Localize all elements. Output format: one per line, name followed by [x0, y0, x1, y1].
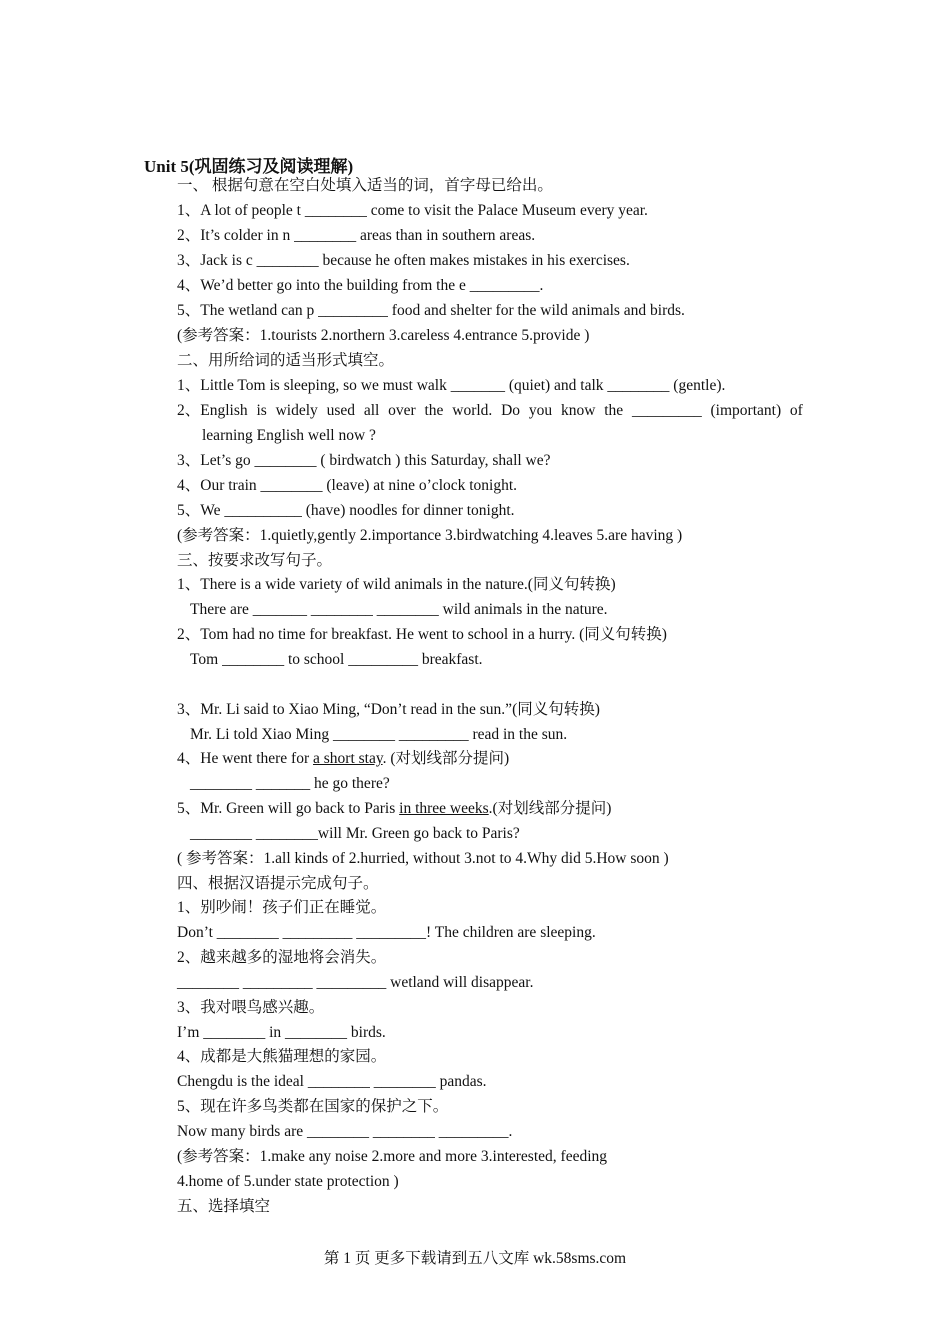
q4-prefix: 4、He went there for — [177, 750, 314, 767]
section-2-heading: 二、用所给词的适当形式填空。 — [177, 352, 395, 369]
s4-question-4: 4、成都是大熊猫理想的家园。 — [177, 1048, 387, 1065]
section-1-heading: 一、 根据句意在空白处填入适当的词，首字母已给出。 — [177, 177, 553, 194]
word: the — [604, 402, 624, 419]
s3-question-4 — [177, 749, 509, 769]
q4-underlined-phrase: a short stay — [313, 750, 383, 767]
s2-question-4: 4、Our train ________ (leave) at nine o’clock tonight. — [177, 477, 518, 494]
s1-question-1: 1、A lot of people t ________ come to visit the Palace Museum every year. — [177, 202, 648, 219]
s4-question-3: 3、我对喂鸟感兴趣。 — [177, 999, 325, 1016]
q4-suffix: . (对划线部分提问) — [382, 750, 510, 767]
s2-question-5: 5、We __________ (have) noodles for dinner tonight. — [177, 502, 515, 519]
word: _________ — [631, 402, 702, 419]
word: 2、English — [177, 402, 248, 419]
s1-question-3: 3、Jack is c ________ because he often makes mistakes in his exercises. — [177, 252, 630, 269]
s4-question-4-blank: Chengdu is the ideal ________ ________ pandas. — [177, 1073, 487, 1090]
word: is — [256, 402, 267, 419]
s2-question-2-continued: learning English well now ? — [202, 427, 376, 444]
s1-question-5: 5、The wetland can p _________ food and shelter for the wild animals and birds. — [177, 302, 685, 319]
s3-answer-key: ( 参考答案：1.all kinds of 2.hurried, without 3.not to 4.Why did 5.How soon ) — [177, 850, 669, 867]
s2-question-1: 1、Little Tom is sleeping, so we must walk _______ (quiet) and talk ________ (gentle). — [177, 377, 726, 394]
s1-question-4: 4、We’d better go into the building from the e _________. — [177, 277, 544, 294]
s1-question-2: 2、It’s colder in n ________ areas than in southern areas. — [177, 227, 536, 244]
s4-question-1: 1、别吵闹！孩子们正在睡觉。 — [177, 899, 387, 916]
word: widely — [275, 402, 318, 419]
section-3-heading: 三、按要求改写句子。 — [177, 552, 333, 569]
s3-question-5-blank: ________ ________will Mr. Green go back to Paris? — [190, 825, 520, 842]
s3-question-3: 3、Mr. Li said to Xiao Ming, “Don’t read in the sun.”(同义句转换) — [177, 701, 600, 718]
s3-question-2-blank: Tom ________ to school _________ breakfast. — [190, 651, 483, 668]
s4-question-5: 5、现在许多鸟类都在国家的保护之下。 — [177, 1098, 449, 1115]
s3-question-4-blank: ________ _______ he go there? — [190, 775, 390, 792]
s3-question-1: 1、There is a wide variety of wild animals in the nature.(同义句转换) — [177, 576, 616, 593]
word: (important) — [710, 402, 782, 419]
page-title: Unit 5(巩固练习及阅读理解) — [144, 157, 354, 176]
word: over — [388, 402, 416, 419]
word: the — [424, 402, 444, 419]
s3-question-3-blank: Mr. Li told Xiao Ming ________ _________ read in the sun. — [190, 726, 568, 743]
s4-answer-key-line-1: (参考答案：1.make any noise 2.more and more 3.interested, feeding — [177, 1148, 608, 1165]
word: world. — [452, 402, 493, 419]
s2-question-2 — [177, 401, 803, 421]
section-4-heading: 四、根据汉语提示完成句子。 — [177, 875, 379, 892]
s4-question-2: 2、越来越多的湿地将会消失。 — [177, 949, 387, 966]
s4-question-3-blank: I’m ________ in ________ birds. — [177, 1024, 386, 1041]
s2-answer-key: (参考答案：1.quietly,gently 2.importance 3.birdwatching 4.leaves 5.are having ) — [177, 527, 683, 544]
s1-answer-key: (参考答案：1.tourists 2.northern 3.careless 4.entrance 5.provide ) — [177, 327, 590, 344]
s4-answer-key-line-2: 4.home of 5.under state protection ) — [177, 1173, 399, 1190]
s4-question-5-blank: Now many birds are ________ ________ _________. — [177, 1123, 513, 1140]
s4-question-1-blank: Don’t ________ _________ _________! The children are sleeping. — [177, 924, 596, 941]
word: Do — [501, 402, 521, 419]
q5-suffix: .(对划线部分提问) — [488, 800, 612, 817]
word: know — [560, 402, 596, 419]
q5-prefix: 5、Mr. Green will go back to Paris — [177, 800, 400, 817]
s3-question-1-blank: There are _______ ________ ________ wild animals in the nature. — [190, 601, 608, 618]
q5-underlined-phrase: in three weeks — [399, 800, 489, 817]
page-footer: 第 1 页 更多下载请到五八文库 wk.58sms.com — [323, 1250, 627, 1267]
word: used — [326, 402, 356, 419]
s3-question-5 — [177, 799, 611, 819]
word: of — [789, 402, 803, 419]
word: all — [363, 402, 380, 419]
s2-question-3: 3、Let’s go ________ ( birdwatch ) this Saturday, shall we? — [177, 452, 551, 469]
s4-question-2-blank: ________ _________ _________ wetland will disappear. — [177, 974, 534, 991]
s3-question-2: 2、Tom had no time for breakfast. He went to school in a hurry. (同义句转换) — [177, 626, 667, 643]
section-5-heading: 五、选择填空 — [177, 1198, 271, 1215]
word: you — [528, 402, 553, 419]
